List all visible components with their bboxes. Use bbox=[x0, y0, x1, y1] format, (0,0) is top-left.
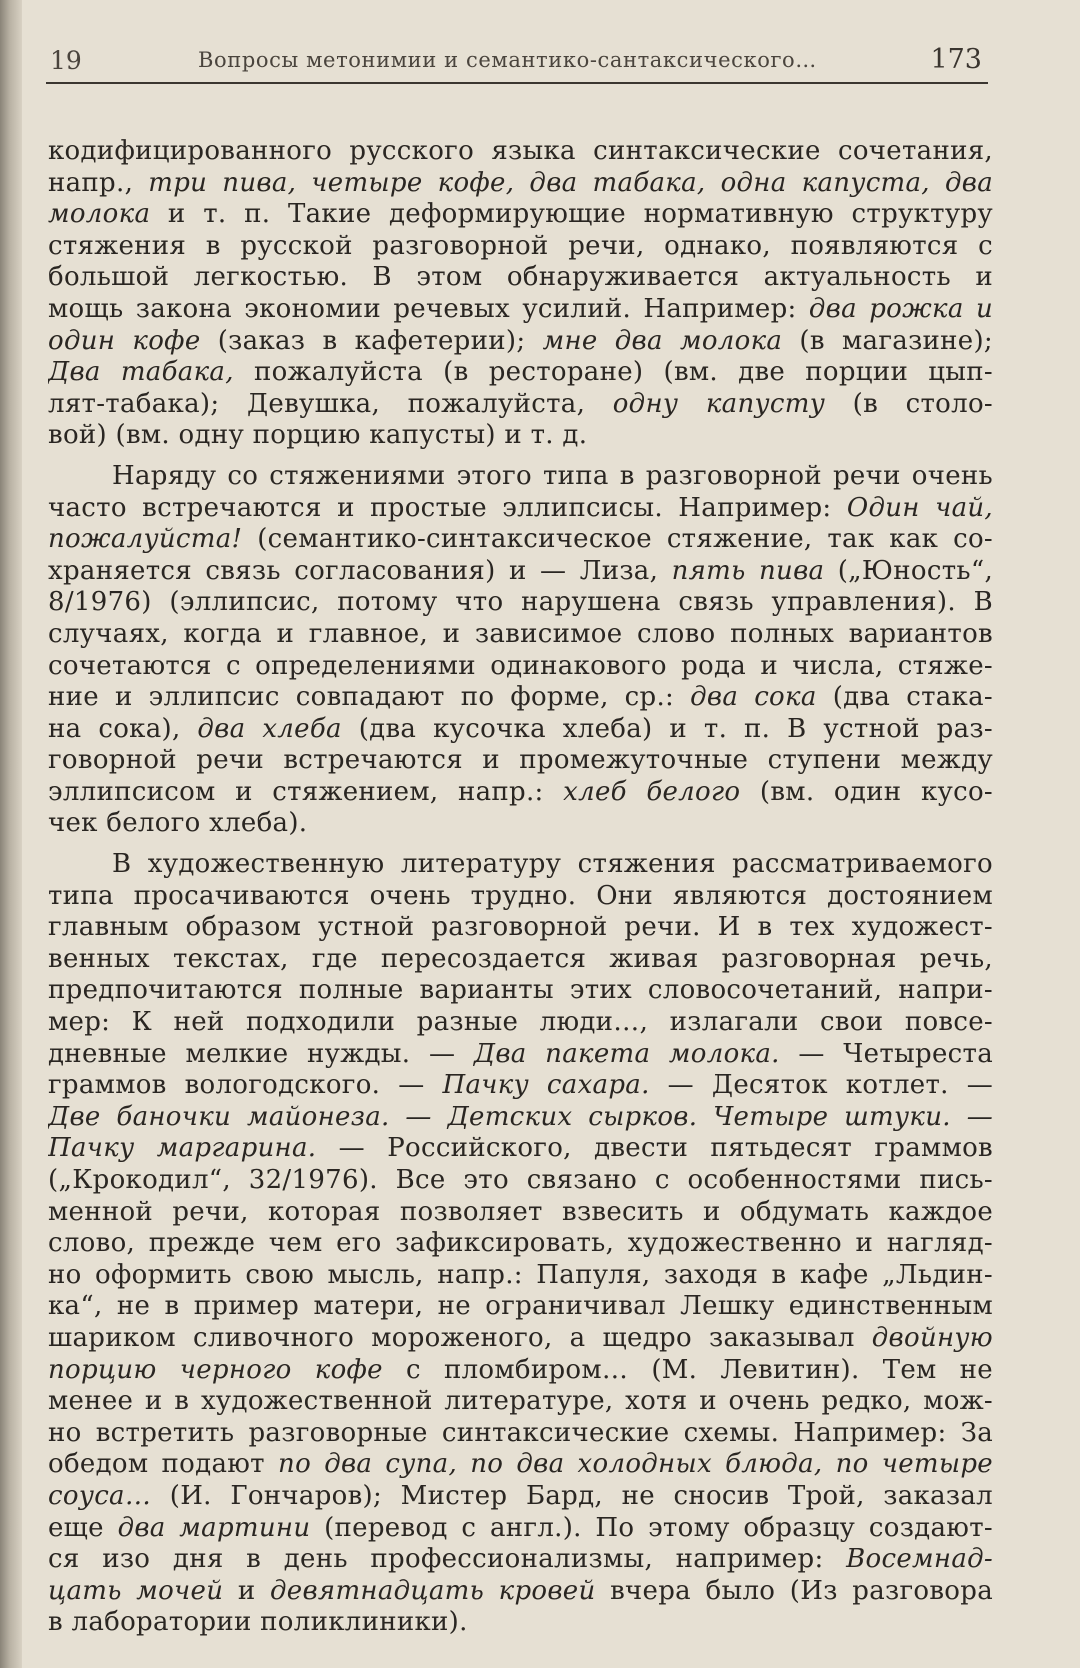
text-segment: лят-табака); Девушка, пожалуйста, bbox=[48, 388, 613, 419]
text-segment: еще bbox=[48, 1512, 118, 1543]
text-segment: мер: К ней подходили разные люди…, излагали свои повсе- bbox=[48, 1007, 993, 1038]
paragraph-gap bbox=[48, 452, 993, 461]
text-segment: („Крокодил“, 32/1976). Все это связано с особенностями пись- bbox=[48, 1165, 993, 1195]
text-line bbox=[48, 619, 993, 651]
text-line bbox=[48, 1323, 993, 1355]
text-segment: сочетаются с определениями одинакового рода и числа, стяже- bbox=[48, 650, 993, 681]
text-segment: кодифицированного русского языка синтаксические сочетания, bbox=[48, 136, 993, 166]
text-segment: мощь закона экономии речевых усилий. Например: bbox=[48, 293, 809, 324]
text-segment: предпочитаются полные варианты этих словосочетаний, напри- bbox=[48, 975, 993, 1006]
text-segment: слово, прежде чем его зафиксировать, художественно и нагляд- bbox=[48, 1228, 993, 1259]
italic-example: одну капусту bbox=[612, 388, 826, 419]
italic-example: по два супа, по два холодных блюда, по четыре bbox=[278, 1449, 993, 1480]
text-line bbox=[48, 1070, 993, 1102]
text-segment: (два стака- bbox=[816, 682, 993, 713]
text-segment: и bbox=[223, 1575, 271, 1606]
page-number: 173 bbox=[930, 44, 982, 75]
italic-example: два сока bbox=[690, 682, 817, 713]
italic-example: три пива, четыре кофе, два табака, одна капуста, два bbox=[148, 167, 993, 198]
text-segment: ся изо дня в день профессионализмы, например: bbox=[48, 1544, 847, 1575]
text-segment: ние и эллипсис совпадают по форме, ср.: bbox=[48, 682, 691, 713]
text-line bbox=[48, 1386, 993, 1418]
running-header bbox=[46, 42, 988, 84]
text-segment: вой) (вм. одну порцию капусты) и т. д. bbox=[48, 420, 588, 451]
header-title: Вопросы метонимии и семантико-сантаксического… bbox=[198, 48, 817, 72]
text-segment: (два кусочка хлеба) и т. п. В устной раз- bbox=[341, 713, 993, 744]
text-line bbox=[48, 231, 993, 263]
text-line bbox=[48, 1291, 993, 1323]
text-line bbox=[48, 389, 993, 421]
italic-example: один кофе bbox=[48, 325, 201, 356]
italic-example: соуса… bbox=[48, 1480, 152, 1511]
italic-example: Две баночки майонеза. — Детских сырков. Четыре штуки. — bbox=[48, 1101, 993, 1132]
text-line bbox=[48, 1449, 993, 1481]
text-line bbox=[48, 651, 993, 683]
text-line bbox=[48, 777, 993, 809]
text-segment: (семантико-синтаксическое стяжение, так как со- bbox=[242, 524, 993, 555]
text-line bbox=[48, 745, 993, 777]
text-segment: дневные мелкие нужды. — bbox=[48, 1038, 474, 1069]
italic-example: пожалуйста! bbox=[48, 524, 243, 555]
text-line bbox=[48, 1228, 993, 1260]
text-segment: в лаборатории поликлиники). bbox=[48, 1607, 468, 1638]
italic-example: цать мочей bbox=[48, 1575, 224, 1606]
text-line bbox=[48, 556, 993, 588]
text-segment: менной речи, которая позволяет взвесить и обдумать каждое bbox=[48, 1196, 993, 1227]
header-left-number: 19 bbox=[50, 46, 82, 75]
text-segment: главным образом устной разговорной речи. И в тех художест- bbox=[48, 912, 993, 943]
text-segment: пожалуйста (в ресторане) (вм. две порции цып- bbox=[233, 357, 993, 388]
text-segment: — Российского, двести пятьдесят граммов bbox=[316, 1133, 993, 1164]
italic-example: два мартини bbox=[117, 1512, 311, 1543]
text-line bbox=[48, 1165, 993, 1197]
text-segment: типа просачиваются очень трудно. Они являются достоянием bbox=[48, 880, 993, 911]
italic-example: Восемнад- bbox=[846, 1544, 993, 1575]
text-segment: вчера было (Из разговора bbox=[595, 1575, 993, 1606]
text-line bbox=[48, 1607, 993, 1639]
text-segment: большой легкостью. В этом обнаруживается актуальность и bbox=[48, 262, 993, 293]
italic-example: порцию черного кофе bbox=[48, 1354, 383, 1385]
text-segment: 8/1976) (эллипсис, потому что нарушена связь управления). В bbox=[48, 587, 993, 618]
text-line bbox=[48, 714, 993, 746]
text-line bbox=[48, 420, 993, 452]
text-line bbox=[48, 1481, 993, 1513]
italic-example: Два табака, bbox=[48, 357, 234, 388]
text-line bbox=[48, 461, 993, 493]
text-line bbox=[48, 1260, 993, 1292]
italic-example: двойную bbox=[871, 1322, 993, 1353]
text-segment: стяжения в русской разговорной речи, однако, появляются с bbox=[48, 230, 993, 261]
text-line bbox=[48, 587, 993, 619]
italic-example: Два пакета молока. bbox=[473, 1038, 780, 1069]
text-segment: менее и в художественной литературе, хотя и очень редко, мож- bbox=[48, 1386, 993, 1417]
text-segment: храняется связь согласования) и — Лиза, bbox=[48, 555, 672, 586]
text-segment: чек белого хлеба). bbox=[48, 808, 308, 839]
text-segment: граммов вологодского. — bbox=[48, 1070, 443, 1101]
italic-example: два рожка и bbox=[808, 293, 993, 324]
italic-example: Пачку сахара. bbox=[442, 1070, 650, 1101]
italic-example: хлеб белого bbox=[563, 776, 741, 807]
text-segment: шариком сливочного мороженого, а щедро заказывал bbox=[48, 1322, 872, 1353]
italic-example: молока bbox=[48, 199, 151, 230]
text-line bbox=[48, 881, 993, 913]
text-line bbox=[48, 326, 993, 358]
text-line bbox=[48, 493, 993, 525]
text-line bbox=[48, 808, 993, 840]
text-segment: случаях, когда и главное, и зависимое слово полных вариантов bbox=[48, 618, 993, 649]
text-line bbox=[48, 1007, 993, 1039]
text-line bbox=[48, 1039, 993, 1071]
text-line bbox=[48, 136, 993, 168]
text-segment: и т. п. Такие деформирующие нормативную структуру bbox=[150, 199, 993, 230]
text-segment: но оформить свою мысль, напр.: Папуля, заходя в кафе „Льдин- bbox=[48, 1259, 993, 1290]
text-segment: но встретить разговорные синтаксические схемы. Например: За bbox=[48, 1417, 993, 1448]
text-segment: с пломбиром… (М. Левитин). Тем не bbox=[382, 1354, 993, 1385]
text-line bbox=[48, 912, 993, 944]
text-line bbox=[48, 1418, 993, 1450]
text-line bbox=[48, 1102, 993, 1134]
text-segment: напр., bbox=[48, 167, 149, 198]
italic-example: девятнадцать кровей bbox=[270, 1575, 596, 1606]
text-line bbox=[48, 1544, 993, 1576]
text-segment: ка“, не в пример матери, не ограничивал Лешку единственным bbox=[48, 1291, 993, 1322]
italic-example: Пачку маргарина. bbox=[48, 1133, 317, 1164]
text-line bbox=[48, 1355, 993, 1387]
italic-example: мне два молока bbox=[542, 325, 783, 356]
text-segment: (вм. один кусо- bbox=[740, 776, 993, 807]
italic-example: пять пива bbox=[671, 555, 825, 586]
text-line bbox=[48, 1197, 993, 1229]
text-line bbox=[48, 199, 993, 231]
text-segment: (заказ в кафетерии); bbox=[200, 325, 543, 356]
text-line bbox=[48, 1133, 993, 1165]
text-line bbox=[48, 1576, 993, 1608]
text-segment: — Четыреста bbox=[779, 1038, 993, 1069]
text-segment: обедом подают bbox=[48, 1449, 279, 1480]
text-line bbox=[48, 294, 993, 326]
text-segment: (в столо- bbox=[825, 388, 993, 419]
book-spine-shadow bbox=[0, 0, 22, 1668]
text-line bbox=[48, 357, 993, 389]
text-segment: В художественную литературу стяжения рассматриваемого bbox=[112, 849, 993, 880]
paragraph-gap bbox=[48, 840, 993, 849]
text-segment: (перевод с англ.). По этому образцу создают- bbox=[310, 1512, 993, 1543]
text-segment: (И. Гончаров); Мистер Бард, не сносив Трой, заказал bbox=[151, 1480, 993, 1511]
text-segment: часто встречаются и простые эллипсисы. Например: bbox=[48, 492, 847, 523]
text-line bbox=[48, 944, 993, 976]
text-line bbox=[48, 262, 993, 294]
text-line bbox=[48, 524, 993, 556]
text-segment: венных текстах, где пересоздается живая разговорная речь, bbox=[48, 943, 993, 974]
text-line bbox=[48, 975, 993, 1007]
text-line bbox=[48, 168, 993, 200]
body-text bbox=[48, 136, 993, 1639]
text-segment: Наряду со стяжениями этого типа в разговорной речи очень bbox=[112, 460, 993, 491]
italic-example: два хлеба bbox=[197, 713, 342, 744]
text-segment: эллипсисом и стяжением, напр.: bbox=[48, 776, 564, 807]
text-segment: говорной речи встречаются и промежуточные ступени между bbox=[48, 745, 993, 776]
text-line bbox=[48, 1513, 993, 1545]
text-segment: на сока), bbox=[48, 713, 198, 744]
text-segment: — Десяток котлет. — bbox=[649, 1070, 993, 1101]
text-line bbox=[48, 849, 993, 881]
italic-example: Один чай, bbox=[846, 492, 993, 523]
text-line bbox=[48, 682, 993, 714]
text-segment: (в магазине); bbox=[782, 325, 993, 356]
text-segment: („Юность“, bbox=[824, 555, 993, 586]
